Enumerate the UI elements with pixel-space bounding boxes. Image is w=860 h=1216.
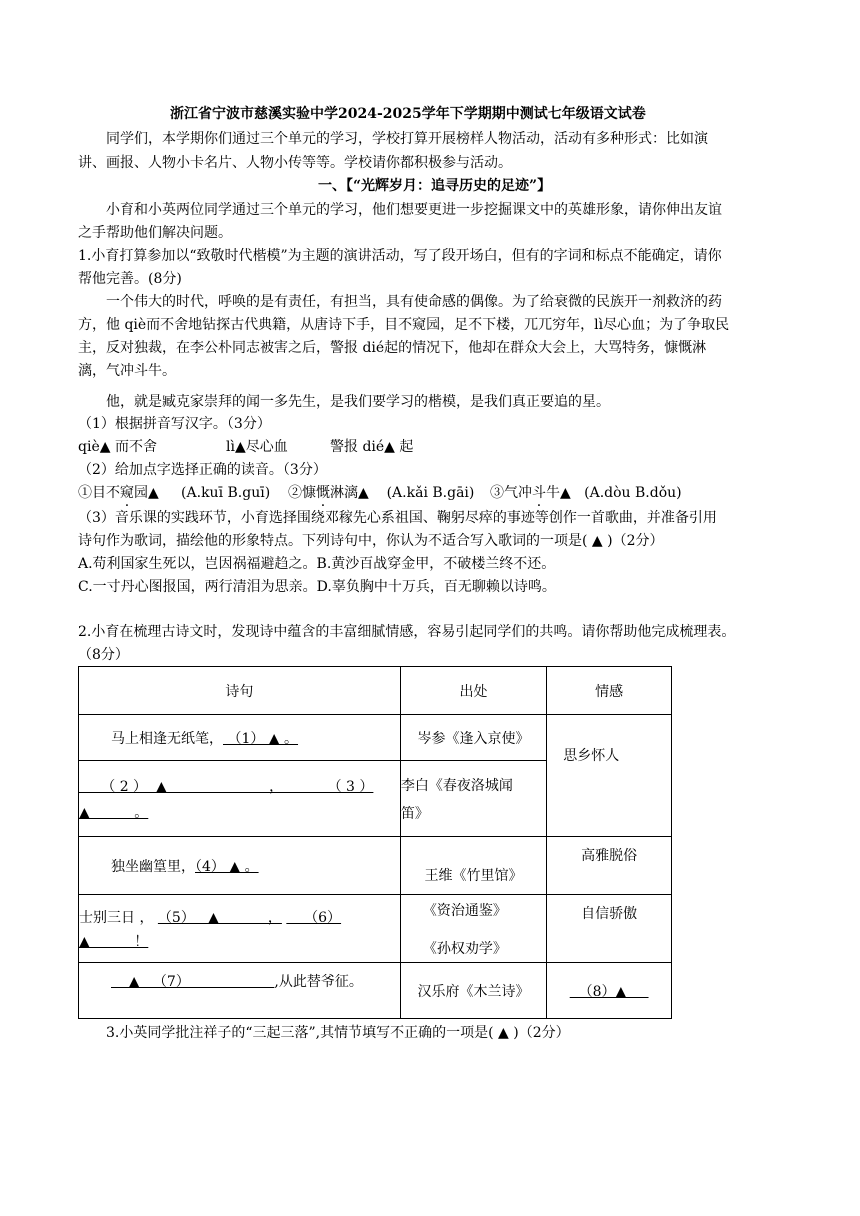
blank-7: ▲ （7） bbox=[111, 974, 275, 990]
q1-sub-1-blank-a: qiè▲ 而不舍 bbox=[78, 439, 157, 455]
header-verse: 诗句 bbox=[79, 667, 401, 715]
blank-4: （4） ▲ 。 bbox=[195, 858, 259, 875]
row-2-source: 李白《春夜洛城闻 笛》 bbox=[400, 761, 546, 837]
q1-stem-1: 1.小育打算参加以“致敬时代楷模”为主题的演讲活动，写了段开场白，但有的字词和标点不能确定，请你 bbox=[78, 248, 722, 264]
row-4-source: 《资治通鉴》 《孙权劝学》 bbox=[400, 895, 546, 963]
intro-line-1: 同学们，本学期你们通过三个单元的学习，学校打算开展榜样人物活动，活动有多种形式：比如演 bbox=[106, 131, 708, 147]
q1-option-ab: A.苟利国家生死以，岂因祸福避趋之。B.黄沙百战穿金甲，不破楼兰终不还。 bbox=[78, 556, 556, 572]
q1-sub-3-line-2: 诗句作为歌词，描绘他的形象特点。下列诗句中，你认为不适合写入歌词的一项是( ▲ )（2分） bbox=[78, 533, 664, 549]
header-emotion: 情感 bbox=[547, 667, 672, 715]
row-4-verse: 士别三日 ， （5） ▲ ， （6） ▲ ！ bbox=[79, 895, 401, 963]
q1-sub-1-blank-b: lì▲尽心血 bbox=[226, 439, 288, 455]
q2-stem-2: （8分） bbox=[78, 647, 129, 663]
row-1-source: 岑参《逢入京使》 bbox=[400, 715, 546, 761]
blank-5: （5） ▲ ， bbox=[157, 909, 282, 926]
intro-line-2: 讲、画报、人物小卡名片、人物小传等等。学校请你都积极参与活动。 bbox=[78, 155, 512, 171]
row-3-source: 王维《竹里馆》 bbox=[400, 837, 546, 895]
row-1-verse: 马上相逢无纸笔， （1） ▲ 。 bbox=[79, 715, 401, 761]
q1-sub-2: （2）给加点字选择正确的读音。（3分） bbox=[78, 462, 327, 478]
q1-passage-1: 一个伟大的时代，呼唤的是有责任，有担当，具有使命感的偶像。为了给衰微的民族开一剂救济的药 bbox=[106, 294, 722, 310]
header-source: 出处 bbox=[400, 667, 546, 715]
q1-sub-3-line-1: （3）音乐课的实践环节，小育选择围绕邓稼先心系祖国、鞠躬尽瘁的事迹等创作一首歌曲，并准备引用 bbox=[78, 510, 717, 526]
q1-sub-1-blank-c: 警报 dié▲ 起 bbox=[330, 439, 414, 455]
row-3-verse: 独坐幽篁里，（4） ▲ 。 bbox=[79, 837, 401, 895]
section-1-heading: 一、【“光辉岁月：追寻历史的足迹”】 bbox=[318, 178, 552, 194]
row-3-emotion: 高雅脱俗 bbox=[547, 837, 672, 895]
blank-1: （1） ▲ 。 bbox=[223, 730, 299, 747]
q1-sub-1: （1）根据拼音写汉字。（3分） bbox=[78, 416, 271, 432]
row-5-source: 汉乐府《木兰诗》 bbox=[400, 963, 546, 1019]
blank-8: （8）▲ bbox=[569, 983, 649, 1000]
q1-sub-2-item-c: ③气冲斗牛▲ (A.dòu B.dǒu) bbox=[490, 485, 682, 501]
q1-passage-4: 漓，气冲斗牛。 bbox=[78, 363, 176, 379]
poem-table bbox=[78, 666, 672, 1019]
q2-stem-1: 2.小育在梳理古诗文时，发现诗中蕴含的丰富细腻情感，容易引起同学们的共鸣。请你帮助他完成梳理表。 bbox=[78, 624, 736, 640]
q1-sub-2-item-a: ①目不窥园▲ (A.kuī B.guī) bbox=[78, 485, 271, 501]
exam-title: 浙江省宁波市慈溪实验中学2024-2025学年下学期期中测试七年级语文试卷 bbox=[170, 106, 646, 122]
q1-passage-3: 主，反对独裁，在李公朴同志被害之后，警报 dié起的情况下，他却在群众大会上，大骂特务，慷慨淋 bbox=[78, 340, 707, 356]
section-1-para-2: 之手帮助他们解决问题。 bbox=[78, 225, 232, 241]
q1-passage-2: 方，他 qiè而不舍地钻探古代典籍，从唐诗下手，目不窥园，足不下楼，兀兀穷年，lì尽心血；为了争取民 bbox=[78, 317, 730, 333]
q1-passage-5: 他，就是臧克家崇拜的闻一多先生，是我们要学习的楷模，是我们真正要追的星。 bbox=[106, 394, 610, 410]
row-1-2-emotion: 思乡怀人 bbox=[547, 715, 672, 837]
blank-2-3: （ 2 ） ▲ ， （ 3 ） bbox=[79, 778, 374, 795]
row-5-verse: ▲ （7） ,从此替爷征。 bbox=[79, 963, 401, 1019]
blank-6-end: ▲ ！ bbox=[79, 933, 149, 950]
q1-option-cd: C.一寸丹心图报国，两行清泪为思亲。D.辜负胸中十万兵，百无聊赖以诗鸣。 bbox=[78, 579, 556, 595]
q1-sub-2-item-b: ②慷慨淋漓▲ (A.kǎi B.gāi) bbox=[288, 485, 475, 501]
row-4-emotion: 自信骄傲 bbox=[547, 895, 672, 963]
q1-stem-2: 帮他完善。(8分) bbox=[78, 271, 182, 287]
row-5-emotion bbox=[547, 963, 672, 1019]
q3-stem: 3.小英同学批注祥子的“三起三落”,其情节填写不正确的一项是( ▲ )（2分） bbox=[106, 1025, 570, 1041]
row-2-verse bbox=[79, 761, 401, 837]
blank-6: （6） bbox=[286, 909, 342, 926]
section-1-para-1: 小育和小英两位同学通过三个单元的学习，他们想要更进一步挖掘课文中的英雄形象，请你伸出友谊 bbox=[106, 202, 722, 218]
blank-3-end: ▲ 。 bbox=[79, 804, 149, 821]
